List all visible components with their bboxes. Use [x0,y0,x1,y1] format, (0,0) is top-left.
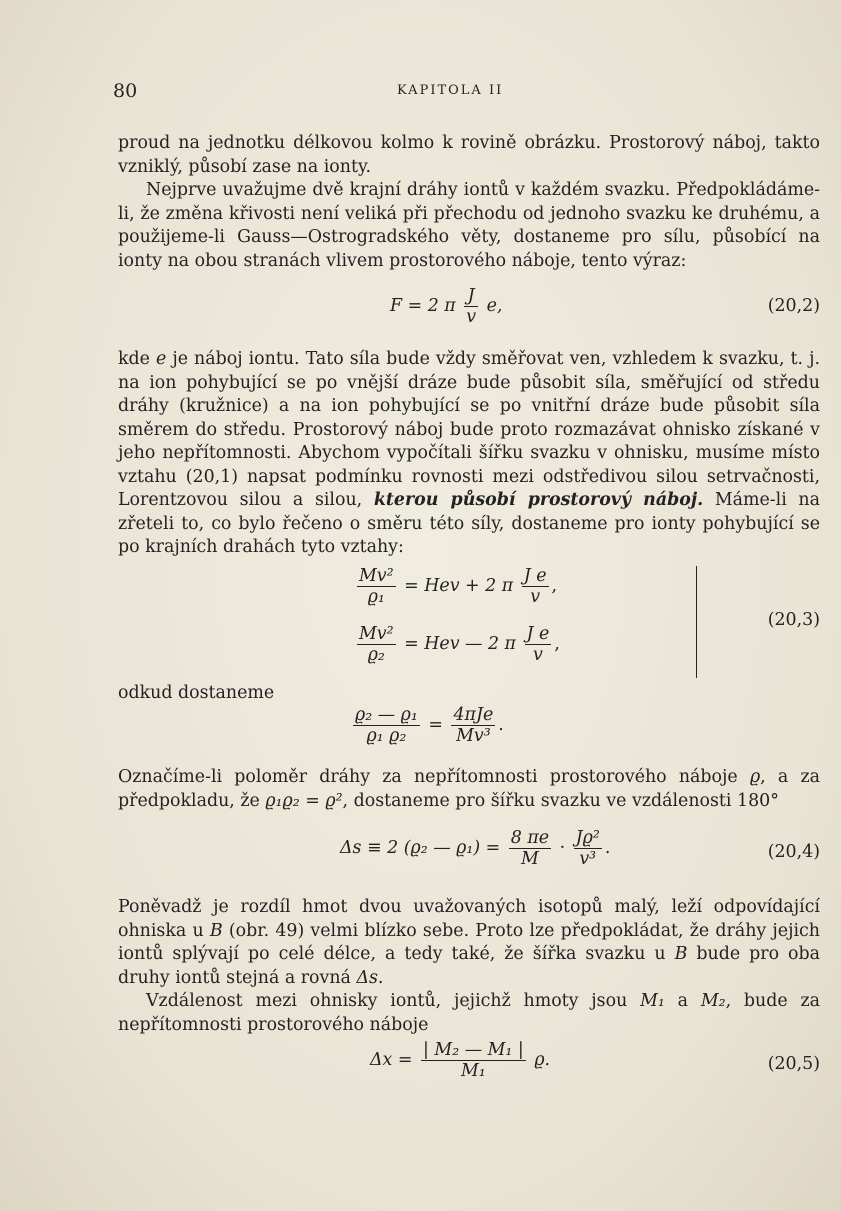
eq203-row2-fraction-denominator: v [533,645,543,665]
eq204-fraction2-denominator: v³ [579,849,597,869]
eq203-row2-end: , [554,634,560,654]
text-block-hence [118,682,820,706]
eq204-dot: · [559,838,566,858]
eq204-fraction2-numerator: Jϱ² [575,828,600,848]
p6-text-b: (obr. 49) velmi blízko sebe. Proto lze předpokládat, že dráhy jejich iontů splývají po celé délce, a tedy také, že šířka svazku u [118,920,820,964]
eq205-rhs: ϱ. [534,1050,551,1070]
equation-label-20-4: (20,4) [767,842,820,862]
page-header [0,80,841,104]
p7-and: a [677,991,689,1011]
eq203-row2-fraction-numerator: J e [526,624,550,644]
eq202-fraction [464,286,478,327]
p5-rho: ϱ [749,767,761,787]
eqmid-left-denominator: ϱ₁ ϱ₂ [366,726,407,746]
paragraph-6 [118,896,820,990]
eq204-fraction1-denominator: M [521,849,539,869]
text-block-intro [118,132,820,273]
p7-text-b: , bude za nepřítomnosti prostorového náboje [118,991,821,1035]
p6-text-c: bude pro oba druhy iontů stejná a rovná [118,944,821,988]
eq203-row1-middle: = Hev + 2 π [404,576,514,596]
p5-text-c: , dostaneme pro šířku svazku ve vzdálenosti 180° [342,790,779,811]
text-block-isotopes [118,896,820,1037]
running-head: KAPITOLA II [397,83,504,98]
eq203-row2-numerator: Mv² [359,624,394,644]
p5-relation: ϱ₁ϱ₂ = ϱ² [265,790,343,811]
eq204-lhs: Δs ≡ 2 (ϱ₂ — ϱ₁) = [340,838,501,858]
text-block-force-direction [118,348,820,560]
eqmid-right-denominator: Mv³ [456,726,491,746]
p3-variable-e: e [156,349,167,369]
p3-text-c: Máme-li na zřeteli to, co bylo řečeno o směru této síly, dostaneme pro ionty pohybující se po krajních drahách tyto vztahy: [118,490,820,557]
p7-text-a: Vzdálenost mezi ohnisky iontů, jejichž hmoty jsou [146,991,628,1011]
equation-label-20-3: (20,3) [767,610,820,630]
p7-m2: M₂ [700,991,726,1011]
eq205-denominator: M₁ [461,1061,486,1081]
eq202-rhs: e, [486,296,503,316]
eq203-row1-fraction-denominator: v [530,587,541,607]
p3-text-b: je náboj iontu. Tato síla bude vždy směřovat ven, vzhledem k svazku, t. j. na ion pohybující se po vnější dráze bude působit síla, směřující od středu dráhy (kružnice) a na ion pohybující se po vnitřní dráze bude působit síla směrem do středu. Prostorový náboj bude proto rozmazávat ohnisko získané v jeho nepřítomnosti. Abychom vypočítali šířku svazku v ohnisku, musíme místo vztahu (20,1) napsat podmínku rovnosti mezi odstředivou silou setrvačnosti, Lorentzovou silou a silou, [118,349,821,510]
p6-delta-s: Δs. [356,967,384,988]
p3-text-a: kde [118,349,150,369]
eq202-denominator: v [466,307,477,327]
p7-m1: M₁ [640,991,665,1011]
p6-var-b: B [209,920,223,941]
p6-var-b-2: B [674,944,688,964]
paragraph-4: odkud dostaneme [118,683,275,703]
p6-text-a: Poněvadž je rozdíl hmot dvou uvažovaných isotopů malý, leží odpovídající ohniska u [118,897,820,941]
eqmid-end: . [498,715,504,735]
equation-20-2 [118,282,820,334]
eq205-lhs: Δx = [370,1050,413,1070]
eq205-numerator: | M₂ — M₁ | [423,1040,524,1060]
eqmid-right-numerator: 4πJe [453,705,494,725]
paragraph-3 [118,348,820,560]
equation-label-20-2: (20,2) [767,296,820,316]
eq203-row-2 [354,624,560,665]
equation-20-5 [118,1040,820,1096]
eq202-numerator: J [467,286,475,306]
equation-20-4 [118,828,820,880]
eqmid-left-numerator: ϱ₂ — ϱ₁ [355,705,418,725]
eq202-lhs: F = 2 π [390,296,456,316]
eq203-row2-middle: = Hev — 2 π [404,634,516,654]
eqmid-equals: = [428,715,443,735]
eq203-row2-denominator: ϱ₂ [367,645,385,665]
eq203-row-1 [354,566,557,607]
paragraph-5 [118,766,820,813]
eq203-bracket [692,566,697,678]
text-block-radius-definition [118,766,820,813]
eq204-fraction1-numerator: 8 πe [510,828,550,848]
eq203-row1-numerator: Mv² [359,566,394,586]
eq204-end: . [604,838,611,858]
eq203-row1-denominator: ϱ₁ [367,587,385,607]
paragraph-7 [118,990,820,1037]
eq203-row1-fraction-numerator: J e [523,566,547,586]
equation-label-20-5: (20,5) [767,1054,820,1074]
equation-20-3 [118,566,820,682]
page-number: 80 [113,80,138,102]
paragraph-1: proud na jednotku délkovou kolmo k rovině obrázku. Prostorový náboj, takto vzniklý, působí zase na ionty. [118,133,820,177]
p5-text-b: , a za předpokladu, že [118,767,821,811]
p3-emphasis: kterou působí prostorový náboj. [373,490,704,510]
equation-radius-difference [118,705,820,755]
p5-text-a: Označíme-li poloměr dráhy za nepřítomnosti prostorového náboje [118,767,738,787]
eq203-row1-end: , [551,576,558,596]
paragraph-2: Nejprve uvažujme dvě krajní dráhy iontů v každém svazku. Předpokládáme-li, že změna křivosti není veliká při přechodu od jednoho svazku ke druhému, a použijeme-li Gauss—Ostrogradského věty, dostaneme pro sílu, působící na ionty na obou stranách vlivem prostorového náboje, tento výraz: [118,180,820,271]
